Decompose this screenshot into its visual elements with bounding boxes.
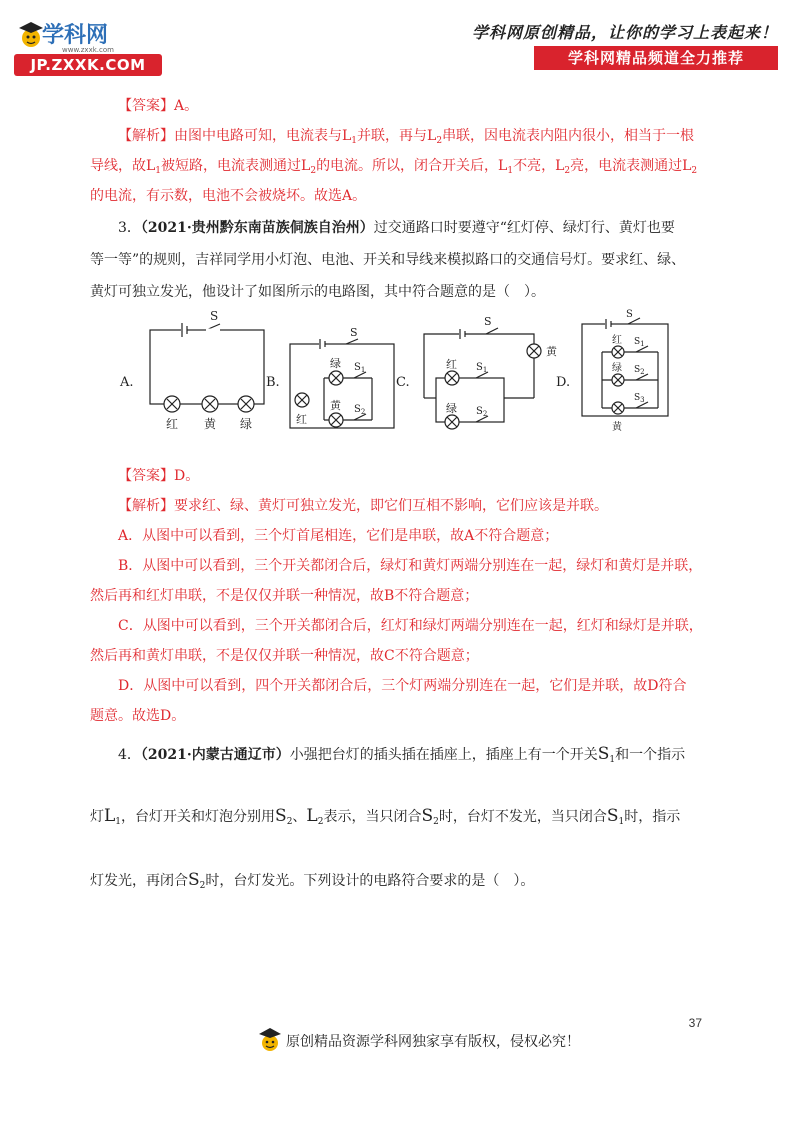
bulb-green-icon — [238, 396, 254, 412]
svg-text:S2: $S_2$ — [354, 404, 366, 416]
svg-text:绿: 绿 — [446, 402, 457, 415]
svg-text:黄: 黄 — [546, 345, 557, 358]
svg-text:S: S — [626, 309, 633, 320]
bulb-red-icon — [164, 396, 180, 412]
svg-text:绿: 绿 — [612, 363, 622, 374]
question-number: 3． — [118, 220, 141, 236]
option-label: A. — [120, 375, 134, 390]
header-banner: 学科网精品频道全力推荐 — [534, 46, 778, 70]
svg-text:S1: $S_1$ — [476, 362, 488, 374]
svg-text:S: S — [350, 326, 358, 339]
site-logo[interactable] — [14, 18, 164, 76]
option-label: C. — [396, 375, 410, 390]
copyright-text: 原创精品资源学科网独家享有版权，侵权必究！ — [286, 1034, 580, 1050]
svg-text:黄: 黄 — [330, 399, 341, 412]
q3-stem-line: 黄灯可独立发光，他设计了如图所示的电路图，其中符合题意的是（ ）。 — [90, 284, 545, 300]
bulb-yellow-icon — [202, 396, 218, 412]
svg-text:S3: $S_3$ — [634, 393, 645, 404]
logo-url-text: JP.ZXXK.COM — [30, 56, 146, 74]
svg-text:绿: 绿 — [240, 417, 253, 431]
q3-analysis-line: D．从图中可以看到，四个开关都闭合后，三个灯两端分别连在一起，它们是并联，故D符合 — [118, 678, 687, 694]
q3-analysis-line: 【解析】要求红、绿、黄灯可独立发光，即它们互相不影响，它们应该是并联。 — [118, 498, 608, 514]
page-number: 37 — [688, 1016, 702, 1030]
svg-text:绿: 绿 — [330, 357, 341, 370]
q4-stem-line: 灯发光，再闭合$S_2$时，台灯发光。下列设计的电路符合要求的是（ ）。 — [90, 870, 535, 891]
q3-analysis-line: A．从图中可以看到，三个灯首尾相连，它们是串联，故A不符合题意； — [118, 528, 559, 544]
question-number: 4． — [118, 747, 141, 763]
q3-analysis-line: 然后再和红灯串联，不是仅仅并联一种情况，故B不符合题意； — [90, 588, 479, 604]
svg-text:红: 红 — [296, 413, 307, 426]
q3-circuit-diagrams — [110, 308, 690, 440]
question-source: （2021·内蒙古通辽市） — [140, 747, 290, 763]
question-source: （2021·贵州黔东南苗族侗族自治州） — [140, 220, 374, 236]
svg-text:红: 红 — [166, 417, 179, 431]
graduate-mascot-icon — [18, 20, 44, 50]
graduate-mascot-icon — [258, 1026, 282, 1054]
footer-copyright — [258, 1026, 588, 1056]
svg-text:S1: $S_1$ — [354, 362, 366, 374]
option-label: B. — [266, 375, 280, 390]
q3-stem-line: 3．（2021·贵州黔东南苗族侗族自治州）过交通路口时要遵守“红灯停、绿灯行、黄灯也要 — [118, 220, 675, 236]
q2-analysis-line: 【解析】由图中电路可知，电流表与$L_1$并联，再与$L_2$串联，因电流表内阻内很小，相当于一根 — [118, 128, 695, 146]
q2-analysis-line: 导线，故$L_1$被短路，电流表测通过$L_2$的电流。所以，闭合开关后，$L_1$不亮，$L_2$亮，电流表测通过$L_2$ — [90, 158, 698, 176]
q3-answer: 【答案】D。 — [118, 468, 200, 484]
svg-text:S: S — [484, 315, 492, 328]
svg-text:S1: $S_1$ — [634, 337, 645, 348]
q3-analysis-line: 题意。故选D。 — [90, 708, 186, 724]
svg-text:S2: $S_2$ — [634, 365, 645, 376]
svg-text:S2: $S_2$ — [476, 406, 488, 418]
q4-stem-line: 4．（2021·内蒙古通辽市）小强把台灯的插头插在插座上，插座上有一个开关$S_1$和一个指示 — [118, 744, 686, 765]
svg-text:红: 红 — [612, 335, 622, 346]
q3-analysis-line: 然后再和黄灯串联，不是仅仅并联一种情况，故C不符合题意； — [90, 648, 479, 664]
logo-domain: www.zxxk.com — [62, 46, 114, 54]
q3-stem-line: 等一等”的规则，吉祥同学用小灯泡、电池、开关和导线来模拟路口的交通信号灯。要求红、绿、 — [90, 252, 686, 268]
option-label: D. — [556, 375, 571, 390]
svg-text:S: S — [210, 309, 219, 323]
q3-analysis-line: C．从图中可以看到，三个开关都闭合后，红灯和绿灯两端分别连在一起，红灯和绿灯是并联， — [118, 618, 703, 634]
svg-text:黄: 黄 — [612, 422, 622, 433]
circuit-a-wire — [150, 330, 264, 404]
logo-name: 学科网 — [42, 23, 109, 48]
header-slogan: 学科网原创精品，让你的学习上表起来！ — [471, 23, 778, 42]
svg-text:黄: 黄 — [204, 417, 217, 431]
q2-analysis-line: 的电流，有示数，电池不会被烧坏。故选A。 — [90, 188, 367, 204]
q4-stem-line: 灯$L_1$，台灯开关和灯泡分别用$S_2$、$L_2$表示，当只闭合$S_2$时，台灯不发光，当只闭合$S_1$时，指示 — [90, 806, 681, 827]
q3-analysis-line: B．从图中可以看到，三个开关都闭合后，绿灯和黄灯两端分别连在一起，绿灯和黄灯是并联， — [118, 558, 703, 574]
svg-text:红: 红 — [446, 358, 457, 371]
q2-answer: 【答案】A。 — [118, 98, 199, 114]
logo-url-bar — [14, 54, 162, 76]
